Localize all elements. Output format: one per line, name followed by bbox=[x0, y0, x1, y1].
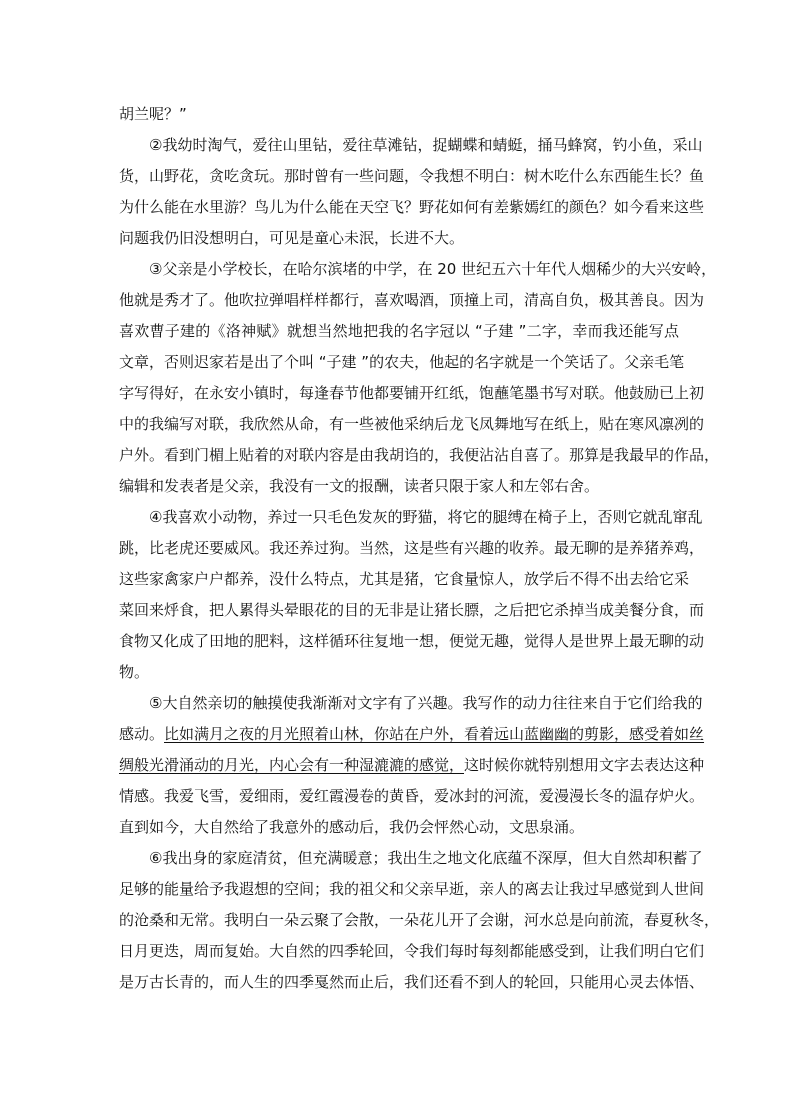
paragraph-6-line: 足够的能量给予我遐想的空间；我的祖父和父亲早逝，亲人的离去让我过早感觉到人世间 bbox=[119, 880, 705, 898]
paragraph-2-line: 货，山野花，贪吃贪玩。那时曾有一些问题，令我想不明白：树木吃什么东西能生长？鱼 bbox=[119, 167, 705, 185]
paragraph-5-line bbox=[119, 755, 705, 775]
paragraph-3-line: 户外。看到门楣上贴着的对联内容是由我胡诌的，我便沾沾自喜了。那算是我最早的作品， bbox=[119, 446, 720, 464]
paragraph-4-line: 菜回来烀食，把人累得头晕眼花的目的无非是让猪长膘，之后把它杀掉当成美餐分食，而 bbox=[119, 601, 705, 619]
paragraph-6-line: 是万古长青的，而人生的四季戛然而止后，我们还看不到人的轮回，只能用心灵去体悟、 bbox=[119, 973, 705, 991]
paragraph-3-line: 喜欢曹子建的《洛神赋》就想当然地把我的名字冠以 “子建 ”二字，幸而我还能写点 bbox=[119, 322, 679, 340]
paragraph-2-line: 为什么能在水里游？鸟儿为什么能在天空飞？野花如何有差紫嫣红的颜色？如今看来这些 bbox=[119, 198, 705, 216]
plain-text: 这时候你就特别想用文字去表达这种 bbox=[464, 756, 705, 774]
plain-text: 感动。 bbox=[119, 725, 165, 743]
paragraph-3-line: 字写得好，在永安小镇时，每逢春节他都要铺开红纸，饱蘸笔墨书写对联。他鼓励已上初 bbox=[119, 384, 705, 402]
text-line: 胡兰呢？” bbox=[119, 105, 187, 123]
paragraph-2-line: 问题我仍旧没想明白，可见是童心未泯，长进不大。 bbox=[119, 229, 465, 247]
underlined-sentence: 绸般光滑涌动的月光，内心会有一种湿漉漉的感觉， bbox=[119, 756, 465, 774]
paragraph-6-line: ⑥我出身的家庭清贫，但充满暖意；我出生之地文化底蕴不深厚，但大自然却积蓄了 bbox=[149, 849, 703, 867]
paragraph-5-line bbox=[119, 724, 705, 744]
paragraph-3-line: 编辑和发表者是父亲，我没有一文的报酬，读者只限于家人和左邻右舍。 bbox=[119, 477, 600, 495]
paragraph-4-line: 这些家禽家户户都养，没什么特点，尤其是猪，它食量惊人，放学后不得不出去给它采 bbox=[119, 570, 690, 588]
paragraph-3-line: ③父亲是小学校长，在哈尔滨堵的中学，在 20 世纪五六十年代人烟稀少的大兴安岭， bbox=[149, 260, 717, 278]
paragraph-4-line: ④我喜欢小动物，养过一只毛色发灰的野猫，将它的腿缚在椅子上，否则它就乱窜乱 bbox=[149, 508, 703, 526]
underlined-sentence: 比如满月之夜的月光照着山林，你站在户外，看着远山蓝幽幽的剪影，感受着如丝 bbox=[164, 725, 705, 743]
paragraph-4-line: 物。 bbox=[119, 663, 150, 681]
paragraph-3-line: 他就是秀才了。他吹拉弹唱样样都行，喜欢喝酒，顶撞上司，清高自负，极其善良。因为 bbox=[119, 291, 705, 309]
paragraph-4-line: 跳，比老虎还要威风。我还养过狗。当然，这是些有兴趣的收养。最无聊的是养猪养鸡， bbox=[119, 539, 705, 557]
paragraph-3-line: 文章，否则迟家若是出了个叫 “子建 ”的农夫，他起的名字就是一个笑话了。父亲毛笔 bbox=[119, 353, 685, 371]
paragraph-5-line: ⑤大自然亲切的触摸使我渐渐对文字有了兴趣。我写作的动力往往来自于它们给我的 bbox=[149, 694, 703, 712]
paragraph-2-line: ②我幼时淘气，爱往山里钻，爱往草滩钻，捉蝴蝶和蜻蜓，捅马蜂窝，钓小鱼，采山 bbox=[149, 136, 703, 154]
paragraph-4-line: 食物又化成了田地的肥料，这样循环往复地一想，便觉无趣，觉得人是世界上最无聊的动 bbox=[119, 632, 705, 650]
paragraph-5-line: 情感。我爱飞雪，爱细雨，爱红霞漫卷的黄昏，爱冰封的河流，爱漫漫长冬的温存炉火。 bbox=[119, 787, 705, 805]
paragraph-6-line: 日月更迭，周而复始。大自然的四季轮回，令我们每时每刻都能感受到，让我们明白它们 bbox=[119, 942, 705, 960]
paragraph-3-line: 中的我编写对联，我欣然从命，有一些被他采纳后龙飞凤舞地写在纸上，贴在寒风凛冽的 bbox=[119, 415, 705, 433]
paragraph-5-line: 直到如今，大自然给了我意外的感动后，我仍会怦然心动，文思泉涌。 bbox=[119, 818, 585, 836]
paragraph-6-line: 的沧桑和无常。我明白一朵云聚了会散，一朵花儿开了会谢，河水总是向前流，春夏秋冬， bbox=[119, 911, 720, 929]
